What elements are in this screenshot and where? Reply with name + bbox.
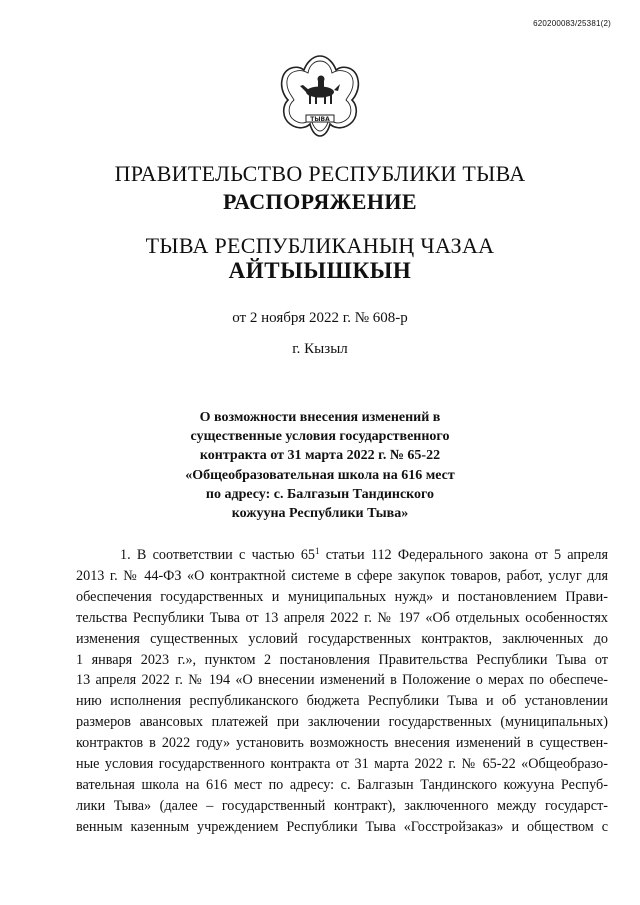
body-line: ные условия государственного контракта от 31 марта 2022 г. № 65-22 «Общеобразо-: [76, 756, 608, 773]
subject-line: О возможности внесения изменений в: [199, 410, 441, 425]
body-line: обеспечения государственных и муниципальных нужд» и постановлением Прави-: [76, 588, 608, 605]
government-title-ru: ПРАВИТЕЛЬСТВО РЕСПУБЛИКИ ТЫВА: [114, 161, 526, 186]
decree-subject: [150, 408, 490, 523]
subject-line: «Общеобразовательная школа на 616 мест: [185, 467, 455, 483]
body-line: контрактов в 2022 году» установить возможность внесения изменений в существен-: [76, 735, 608, 752]
decree-title-ru: РАСПОРЯЖЕНИЕ: [223, 189, 417, 214]
body-line: тельства Республики Тыва от 13 апреля 2022 г. № 197 «Об отдельных особенностях: [76, 609, 608, 626]
body-line: изменения существенных условий государственных контрактов, заключенных до: [76, 630, 608, 647]
decree-body: [76, 545, 608, 838]
body-line: размеров авансовых платежей при заключении государственных (муниципальных): [76, 714, 608, 731]
subject-line: кожууна Республики Тыва»: [231, 506, 409, 522]
body-line: лики Тыва» (далее – государственный контракт), заключенного между государст-: [76, 797, 608, 814]
date-and-number: от 2 ноября 2022 г. № 608-р: [232, 310, 408, 326]
subject-line: существенные условия государственного: [190, 429, 450, 445]
svg-text:ТЫВА: ТЫВА: [310, 116, 330, 123]
body-line: нию исполнения республиканского бюджета Республики Тыва и об установлении: [76, 693, 608, 710]
body-text-segment: статьи 112 Федерального закона от 5 апреля: [319, 547, 608, 563]
body-line: 2013 г. № 44-ФЗ «О контрактной системе в сфере закупок товаров, работ, услуг для: [76, 567, 608, 584]
subject-line: контракта от 31 марта 2022 г. № 65-22: [199, 448, 441, 464]
body-line: 13 апреля 2022 г. № 194 «О внесении изменений в Положение о мерах по обеспече-: [76, 672, 608, 689]
body-line: вательная школа на 616 мест по адресу: с. Балгазын Тандинского кожууна Респуб-: [76, 776, 608, 793]
subject-line: по адресу: с. Балгазын Тандинского: [205, 486, 435, 502]
tuva-coat-of-arms-icon: [276, 52, 364, 138]
city-name: г. Кызыл: [292, 341, 348, 357]
decree-title-tyv: АЙТЫЫШКЫН: [228, 258, 412, 283]
body-line: 1 января 2023 г.», пунктом 2 постановления Правительства Республики Тыва от: [76, 651, 608, 668]
body-text-segment: 1. В соответствии с частью 65: [120, 547, 316, 563]
government-title-tyv: ТЫВА РЕСПУБЛИКАНЫҢ ЧАЗАА: [145, 233, 495, 258]
body-line: [76, 545, 608, 566]
body-line: венным казенным учреждением Республики Тыва «Госстройзаказ» и обществом с: [76, 818, 608, 835]
document-id: 620200083/25381(2): [533, 19, 611, 28]
superscript: 1: [315, 546, 320, 556]
